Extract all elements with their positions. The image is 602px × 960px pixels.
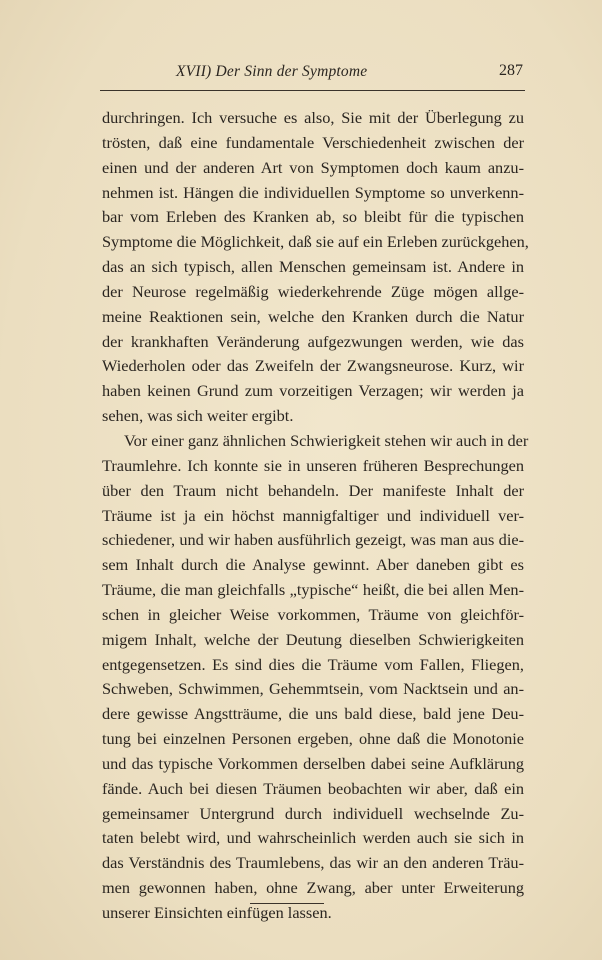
- text-line: das Verständnis des Traumlebens, das wir an den anderen Träu-: [102, 853, 524, 873]
- text-line: Schweben, Schwimmen, Gehemmtsein, vom Nacktsein und an-: [102, 679, 524, 699]
- page-number: 287: [499, 62, 523, 79]
- body-text: [102, 106, 529, 926]
- text-line: Vor einer ganz ähnlichen Schwierigkeit stehen wir auch in der: [124, 430, 529, 450]
- text-line: das an sich typisch, allen Menschen gemeinsam ist. Andere in: [102, 257, 524, 277]
- text-line: men gewonnen haben, ohne Zwang, aber unter Erweiterung: [102, 878, 524, 898]
- text-line: entgegensetzen. Es sind dies die Träume vom Fallen, Fliegen,: [102, 654, 524, 674]
- page-header: [100, 61, 525, 87]
- text-line: taten belebt wird, und wahrscheinlich werden auch sie sich in: [102, 828, 524, 848]
- text-line: der Neurose regelmäßig wiederkehrende Züge mögen allge-: [102, 281, 524, 301]
- text-line: unserer Einsichten einfügen lassen.: [102, 903, 332, 922]
- text-line: migem Inhalt, welche der Deutung dieselben Schwierigkeiten: [102, 629, 524, 649]
- text-line: trösten, daß eine fundamentale Verschiedenheit zwischen der: [102, 132, 524, 152]
- text-line: nehmen ist. Hängen die individuellen Symptome so unverkenn-: [102, 182, 524, 202]
- text-line: sem Inhalt durch die Analyse gewinnt. Aber daneben gibt es: [102, 555, 524, 575]
- section-end-rule: [250, 903, 324, 904]
- text-line: fände. Auch bei diesen Träumen beobachten wir aber, daß ein: [102, 778, 524, 798]
- text-line: haben keinen Grund zum vorzeitigen Verzagen; wir werden ja: [102, 381, 524, 401]
- text-line: dere gewisse Angstträume, die uns bald diese, bald jene Deu-: [102, 704, 524, 724]
- text-line: Symptome die Möglichkeit, daß sie auf ein Erleben zurückgehen,: [102, 232, 529, 252]
- text-line: tung bei einzelnen Personen ergeben, ohne daß die Monotonie: [102, 729, 524, 749]
- text-line: Traumlehre. Ich konnte sie in unseren früheren Besprechungen: [102, 455, 524, 475]
- text-line: Wiederholen oder das Zweifeln der Zwangsneurose. Kurz, wir: [102, 356, 524, 376]
- running-title: XVII) Der Sinn der Symptome: [176, 63, 368, 80]
- header-rule: [100, 90, 525, 91]
- text-line: einen und der anderen Art von Symptomen doch kaum anzu-: [102, 157, 524, 177]
- text-line: meine Reaktionen sein, welche den Kranken durch die Natur: [102, 306, 524, 326]
- text-line: sehen, was sich weiter ergibt.: [102, 406, 294, 426]
- text-line: Träume ist ja ein höchst mannigfaltiger und individuell ver-: [102, 505, 524, 525]
- text-line: über den Traum nicht behandeln. Der manifeste Inhalt der: [102, 480, 524, 500]
- text-line: der krankhaften Veränderung aufgezwungen werden, wie das: [102, 331, 524, 351]
- text-line: gemeinsamer Untergrund durch individuell wechselnde Zu-: [102, 803, 524, 823]
- text-line: Träume, die man gleichfalls „typische“ heißt, die bei allen Men-: [102, 580, 524, 600]
- paragraph-2: [102, 429, 529, 926]
- text-line: durchringen. Ich versuche es also, Sie mit der Überlegung zu: [102, 108, 524, 127]
- text-line: und das typische Vorkommen derselben dabei seine Aufklärung: [102, 753, 524, 773]
- text-line: schiedener, und wir haben ausführlich gezeigt, was man aus die-: [102, 530, 524, 550]
- paragraph-1: [102, 106, 529, 429]
- text-line: bar vom Erleben des Kranken ab, so bleibt für die typischen: [102, 207, 524, 227]
- text-line: schen in gleicher Weise vorkommen, Träume von gleichför-: [102, 604, 524, 624]
